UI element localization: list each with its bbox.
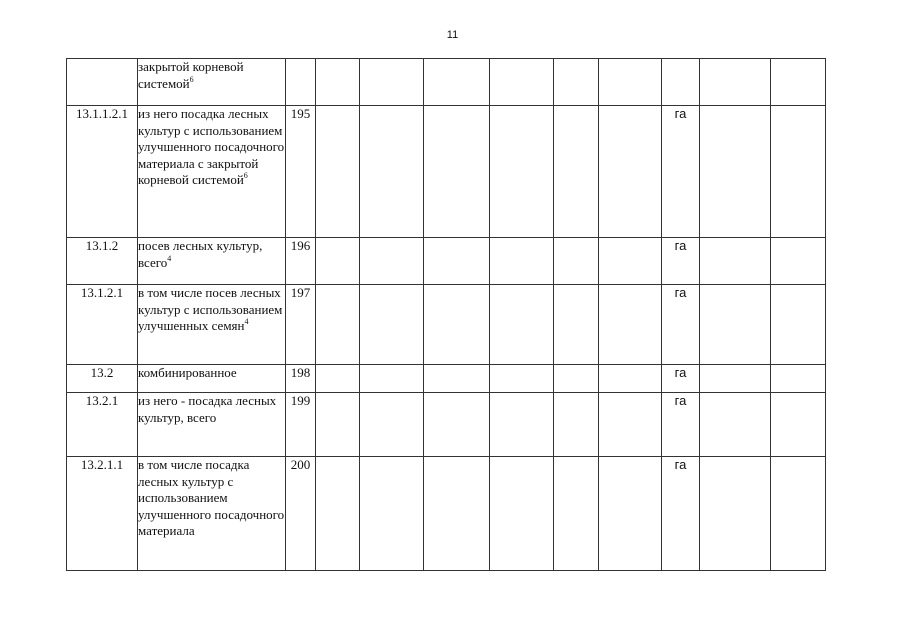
row-unit: га: [662, 457, 700, 571]
table-cell: [599, 285, 662, 365]
row-name-text: комбинированное: [138, 365, 237, 380]
table-cell: [490, 238, 554, 285]
table-cell: [424, 365, 490, 393]
table-cell: [554, 59, 599, 106]
table-cell: [554, 106, 599, 238]
table-cell: [599, 59, 662, 106]
row-code: 13.1.2.1: [67, 285, 138, 365]
row-unit: га: [662, 238, 700, 285]
table-cell: [700, 59, 771, 106]
table-cell: [554, 457, 599, 571]
table-cell: [360, 457, 424, 571]
table-cell: [316, 106, 360, 238]
table-cell: [360, 59, 424, 106]
statistics-table: [66, 58, 826, 571]
row-name-text: из него посадка лесных культур с использованием улучшенного посадочного материала с закрытой корневой системой: [138, 106, 285, 187]
table-cell: [490, 457, 554, 571]
table-cell: [700, 106, 771, 238]
table-cell: [771, 393, 826, 457]
table-cell: [360, 106, 424, 238]
row-unit: га: [662, 365, 700, 393]
row-name-text: в том числе посев лесных культур с использованием улучшенных семян: [138, 285, 283, 333]
table-row: [67, 59, 826, 106]
page-number: 11: [446, 29, 459, 41]
table-cell: [700, 365, 771, 393]
table-cell: [771, 238, 826, 285]
table-body: [67, 59, 826, 571]
row-line-number: [286, 59, 316, 106]
table-cell: [316, 59, 360, 106]
table-cell: [424, 106, 490, 238]
table-cell: [316, 457, 360, 571]
row-line-number: 195: [286, 106, 316, 238]
table-row: [67, 365, 826, 393]
table-cell: [490, 365, 554, 393]
table-cell: [490, 285, 554, 365]
footnote-marker: 4: [244, 317, 249, 326]
table-cell: [490, 59, 554, 106]
row-unit: га: [662, 106, 700, 238]
row-unit: [662, 59, 700, 106]
table-cell: [424, 393, 490, 457]
table-cell: [554, 285, 599, 365]
table-cell: [599, 457, 662, 571]
table-cell: [700, 285, 771, 365]
row-code: 13.1.1.2.1: [67, 106, 138, 238]
row-code: [67, 59, 138, 106]
row-unit: га: [662, 285, 700, 365]
row-name-text: из него - посадка лесных культур, всего: [138, 393, 277, 425]
row-name: [138, 393, 286, 457]
footnote-marker: 4: [167, 253, 172, 263]
row-name: [138, 238, 286, 285]
table-cell: [599, 106, 662, 238]
row-name-text: в том числе посадка лесных культур с использованием улучшенного посадочного материала: [138, 457, 285, 538]
table-cell: [424, 238, 490, 285]
row-name: [138, 365, 286, 393]
table-row: [67, 393, 826, 457]
row-name-text: закрытой корневой системой: [138, 59, 244, 91]
table-cell: [771, 106, 826, 238]
row-code: 13.1.2: [67, 238, 138, 285]
row-code: 13.2.1.1: [67, 457, 138, 571]
table-cell: [599, 238, 662, 285]
table-cell: [771, 59, 826, 106]
table-cell: [424, 285, 490, 365]
table-cell: [700, 457, 771, 571]
row-unit: га: [662, 393, 700, 457]
table-row: [67, 106, 826, 238]
table-cell: [360, 285, 424, 365]
row-line-number: 196: [286, 238, 316, 285]
table-cell: [771, 457, 826, 571]
row-code: 13.2: [67, 365, 138, 393]
row-name: [138, 285, 286, 365]
table-cell: [700, 238, 771, 285]
table-cell: [490, 106, 554, 238]
table-cell: [700, 393, 771, 457]
row-name: [138, 106, 286, 238]
table-cell: [316, 365, 360, 393]
table-cell: [554, 238, 599, 285]
table-row: [67, 238, 826, 285]
table-cell: [360, 238, 424, 285]
row-line-number: 198: [286, 365, 316, 393]
table-cell: [599, 365, 662, 393]
table-cell: [490, 393, 554, 457]
table-cell: [771, 285, 826, 365]
row-line-number: 199: [286, 393, 316, 457]
table-cell: [316, 285, 360, 365]
row-name-text: посев лесных культур, всего: [138, 238, 263, 270]
table-cell: [316, 393, 360, 457]
footnote-marker: 6: [243, 171, 248, 180]
table-cell: [316, 238, 360, 285]
table-cell: [554, 365, 599, 393]
row-code: 13.2.1: [67, 393, 138, 457]
footnote-marker: 6: [189, 74, 194, 84]
row-line-number: 200: [286, 457, 316, 571]
row-name: [138, 59, 286, 106]
table-cell: [360, 365, 424, 393]
table-cell: [424, 457, 490, 571]
table-row: [67, 285, 826, 365]
table-cell: [771, 365, 826, 393]
row-line-number: 197: [286, 285, 316, 365]
table-cell: [360, 393, 424, 457]
table-cell: [554, 393, 599, 457]
row-name: [138, 457, 286, 571]
table-cell: [424, 59, 490, 106]
table-cell: [599, 393, 662, 457]
table-row: [67, 457, 826, 571]
